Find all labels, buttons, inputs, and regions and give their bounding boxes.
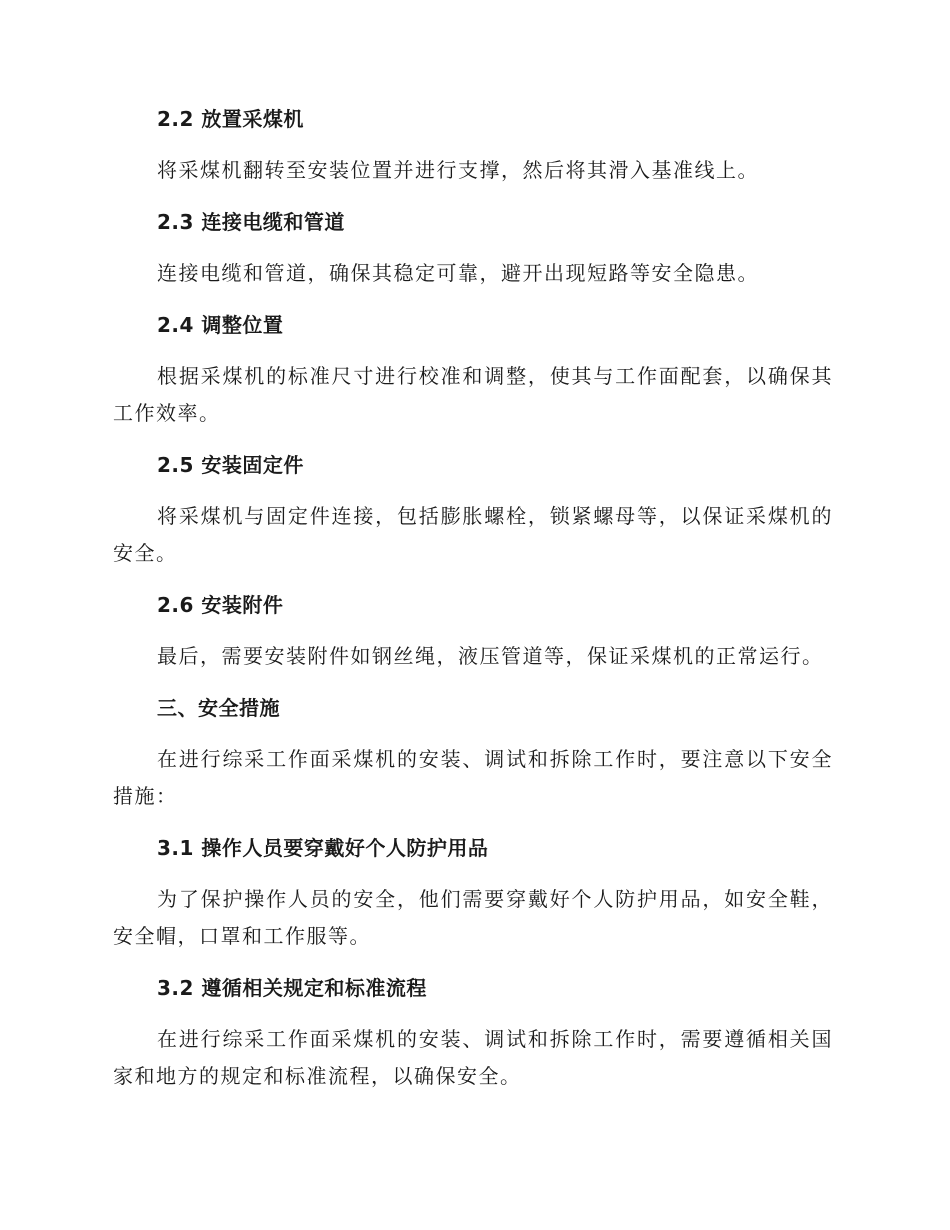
section-heading-2-2: 2.2 放置采煤机 — [157, 107, 304, 131]
section-heading-3-2: 3.2 遵循相关规定和标准流程 — [157, 976, 427, 1000]
paragraph-3-1: 为了保护操作人员的安全，他们需要穿戴好个人防护用品，如安全鞋，安全帽，口罩和工作服等。 — [113, 887, 833, 948]
paragraph-2-5: 将采煤机与固定件连接，包括膨胀螺栓，锁紧螺母等，以保证采煤机的安全。 — [113, 504, 833, 565]
paragraph-2-6: 最后，需要安装附件如钢丝绳，液压管道等，保证采煤机的正常运行。 — [157, 644, 824, 668]
section-heading-2-5: 2.5 安装固定件 — [157, 453, 304, 477]
paragraph-3: 在进行综采工作面采煤机的安装、调试和拆除工作时，要注意以下安全措施： — [113, 747, 833, 808]
section-heading-2-6: 2.6 安装附件 — [157, 593, 284, 617]
paragraph-2-2: 将采煤机翻转至安装位置并进行支撑，然后将其滑入基准线上。 — [157, 158, 759, 182]
paragraph-2-3: 连接电缆和管道，确保其稳定可靠，避开出现短路等安全隐患。 — [157, 261, 759, 285]
section-heading-2-3: 2.3 连接电缆和管道 — [157, 210, 345, 234]
section-heading-3: 三、安全措施 — [157, 696, 280, 720]
section-heading-2-4: 2.4 调整位置 — [157, 313, 284, 337]
section-heading-3-1: 3.1 操作人员要穿戴好个人防护用品 — [157, 836, 489, 860]
paragraph-3-2: 在进行综采工作面采煤机的安装、调试和拆除工作时，需要遵循相关国家和地方的规定和标准流程，以确保安全。 — [113, 1027, 833, 1088]
document-page — [113, 104, 833, 1095]
paragraph-2-4: 根据采煤机的标准尺寸进行校准和调整，使其与工作面配套，以确保其工作效率。 — [113, 364, 833, 425]
